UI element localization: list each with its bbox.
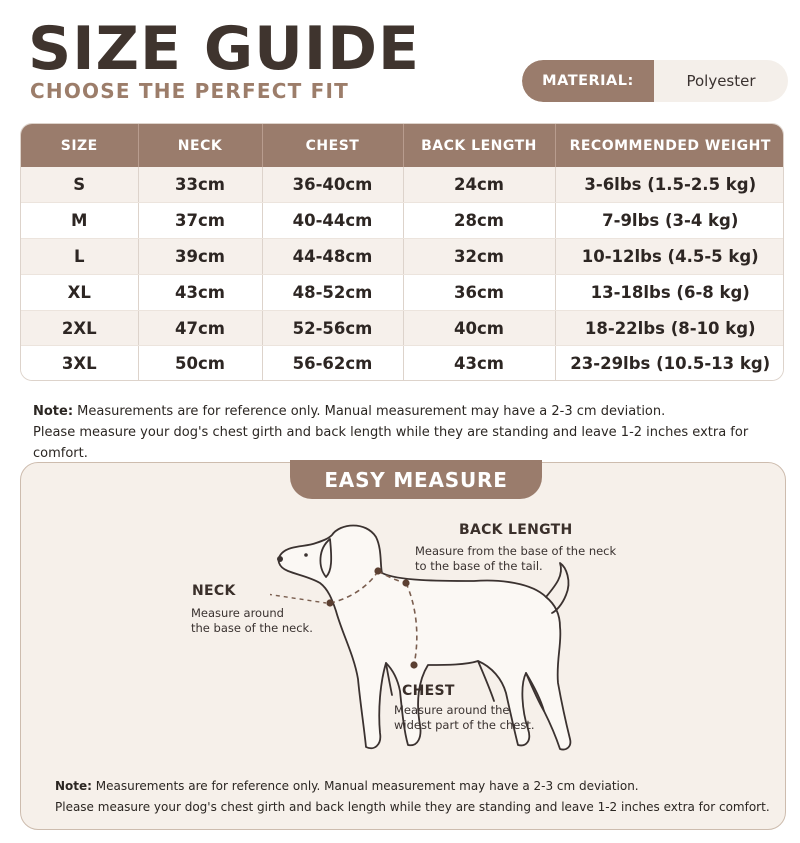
material-badge [522,60,788,102]
note-label: Note: [55,779,92,793]
table-cell: 43cm [403,346,555,381]
column-header: CHEST [262,124,403,167]
column-header: NECK [138,124,262,167]
table-cell: 3XL [21,346,138,381]
table-cell: M [21,203,138,239]
column-header: SIZE [21,124,138,167]
table-cell: 47cm [138,310,262,346]
neck-desc-line: the base of the neck. [191,621,313,635]
table-cell: 40-44cm [262,203,403,239]
table-row [21,203,784,239]
back-desc-line: to the base of the tail. [415,559,543,573]
chest-desc-line: Measure around the [394,703,510,717]
neck-label: NECK [192,583,236,599]
table-cell: 56-62cm [262,346,403,381]
table-cell: 23-29lbs (10.5-13 kg) [555,346,784,381]
table-cell: 2XL [21,310,138,346]
table-cell: 40cm [403,310,555,346]
table-header-row [21,124,784,167]
size-table [20,123,784,381]
table-cell: 7-9lbs (3-4 kg) [555,203,784,239]
back-desc-line: Measure from the base of the neck [415,544,617,558]
table-cell: 52-56cm [262,310,403,346]
table-row [21,310,784,346]
table-cell: 13-18lbs (6-8 kg) [555,274,784,310]
table-cell: 39cm [138,239,262,275]
table-cell: 50cm [138,346,262,381]
note-top [33,401,800,464]
neck-description [191,606,313,636]
table-cell: 28cm [403,203,555,239]
chest-desc-line: widest part of the chest. [394,718,535,732]
table-cell: 37cm [138,203,262,239]
table-cell: 48-52cm [262,274,403,310]
chest-label: CHEST [402,683,455,699]
table-row [21,346,784,381]
page-title: SIZE GUIDE [28,14,421,84]
note-bottom [55,776,770,818]
note-text: Measurements are for reference only. Manual measurement may have a 2-3 cm deviation. [73,404,666,419]
back-length-label: BACK LENGTH [459,522,573,538]
table-cell: XL [21,274,138,310]
table-cell: 44-48cm [262,239,403,275]
table-cell: L [21,239,138,275]
table-cell: 3-6lbs (1.5-2.5 kg) [555,167,784,203]
column-header: BACK LENGTH [403,124,555,167]
material-label: MATERIAL: [522,60,654,102]
table-cell: 33cm [138,167,262,203]
table-row [21,239,784,275]
note-label: Note: [33,404,74,419]
table-cell: 18-22lbs (8-10 kg) [555,310,784,346]
table-row [21,167,784,203]
table-cell: 43cm [138,274,262,310]
easy-measure-heading: EASY MEASURE [290,460,542,499]
note-text: Please measure your dog's chest girth and back length while they are standing and leave 1-2 inches extra for comfort. [33,425,749,461]
table-row [21,274,784,310]
page-subtitle: CHOOSE THE PERFECT FIT [30,79,349,103]
material-value: Polyester [686,72,756,90]
back-length-description [415,544,616,574]
neck-desc-line: Measure around [191,606,284,620]
table-cell: S [21,167,138,203]
table-cell: 32cm [403,239,555,275]
table-cell: 36cm [403,274,555,310]
table-cell: 36-40cm [262,167,403,203]
table-cell: 24cm [403,167,555,203]
column-header: RECOMMENDED WEIGHT [555,124,784,167]
table-cell: 10-12lbs (4.5-5 kg) [555,239,784,275]
chest-description [394,703,534,733]
note-text: Please measure your dog's chest girth and back length while they are standing and leave 1-2 inches extra for comfort. [55,800,770,814]
note-text: Measurements are for reference only. Manual measurement may have a 2-3 cm deviation. [91,779,639,793]
